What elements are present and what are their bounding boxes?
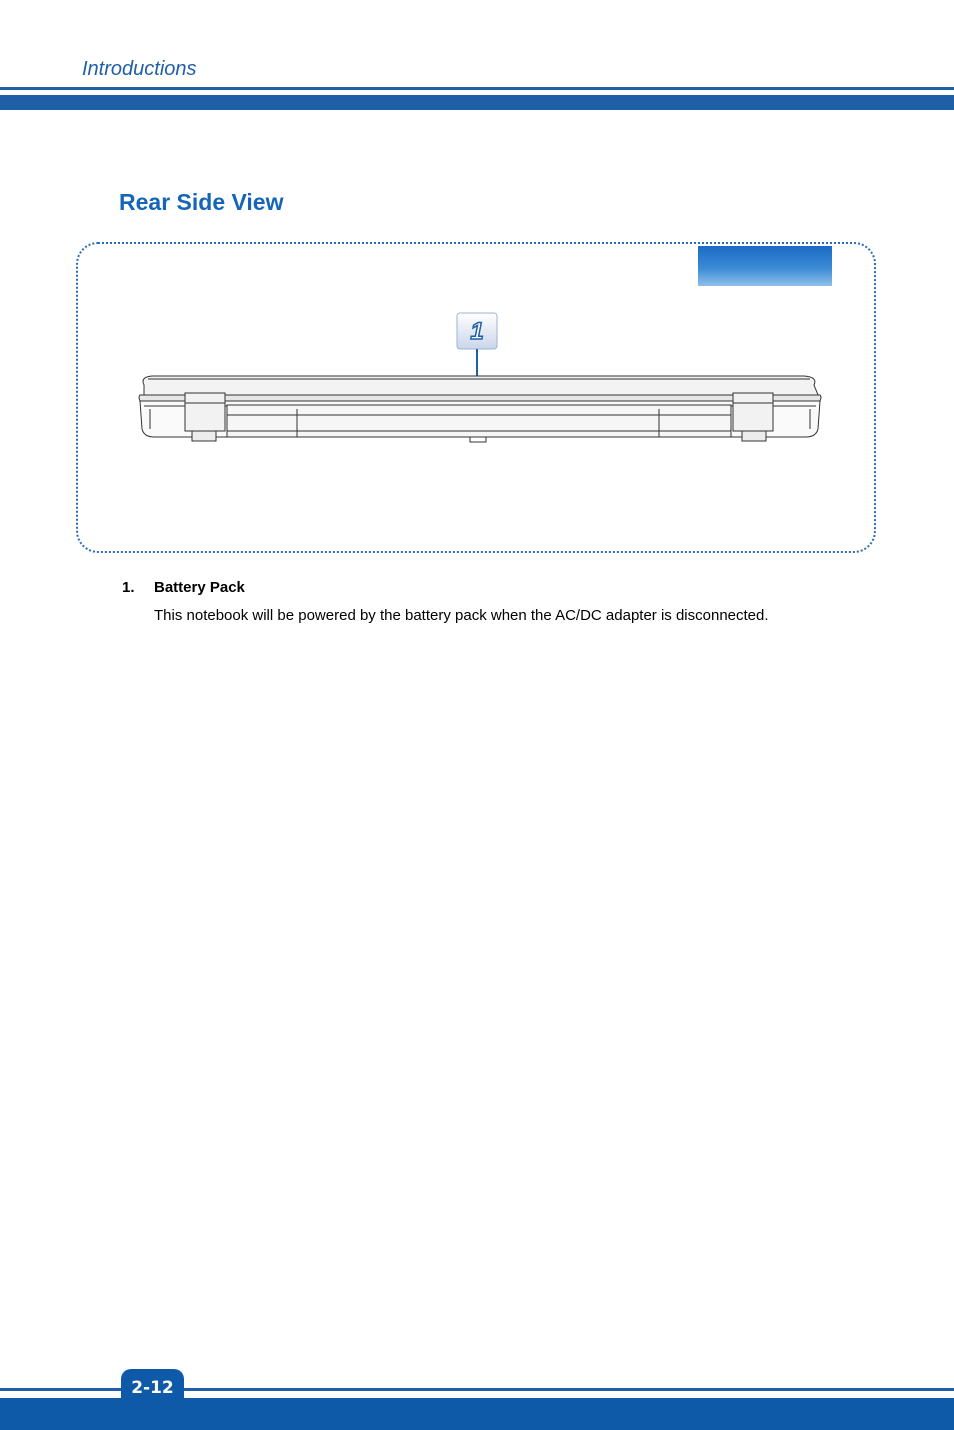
header-divider: [0, 87, 954, 90]
laptop-rear-illustration: [130, 305, 830, 455]
laptop-body: [139, 376, 821, 442]
page-title: Rear Side View: [119, 189, 284, 215]
chapter-header: Introductions: [82, 58, 197, 80]
item-number: 1.: [122, 579, 135, 596]
callout-badge: [457, 313, 497, 349]
item-title: Battery Pack: [154, 579, 245, 596]
header-bar: [0, 95, 954, 110]
callout-number: 1: [470, 318, 484, 345]
page-number-badge: 2-12: [121, 1369, 184, 1403]
view-tab: [698, 246, 832, 286]
item-description: This notebook will be powered by the battery pack when the AC/DC adapter is disconnected.: [154, 607, 769, 624]
